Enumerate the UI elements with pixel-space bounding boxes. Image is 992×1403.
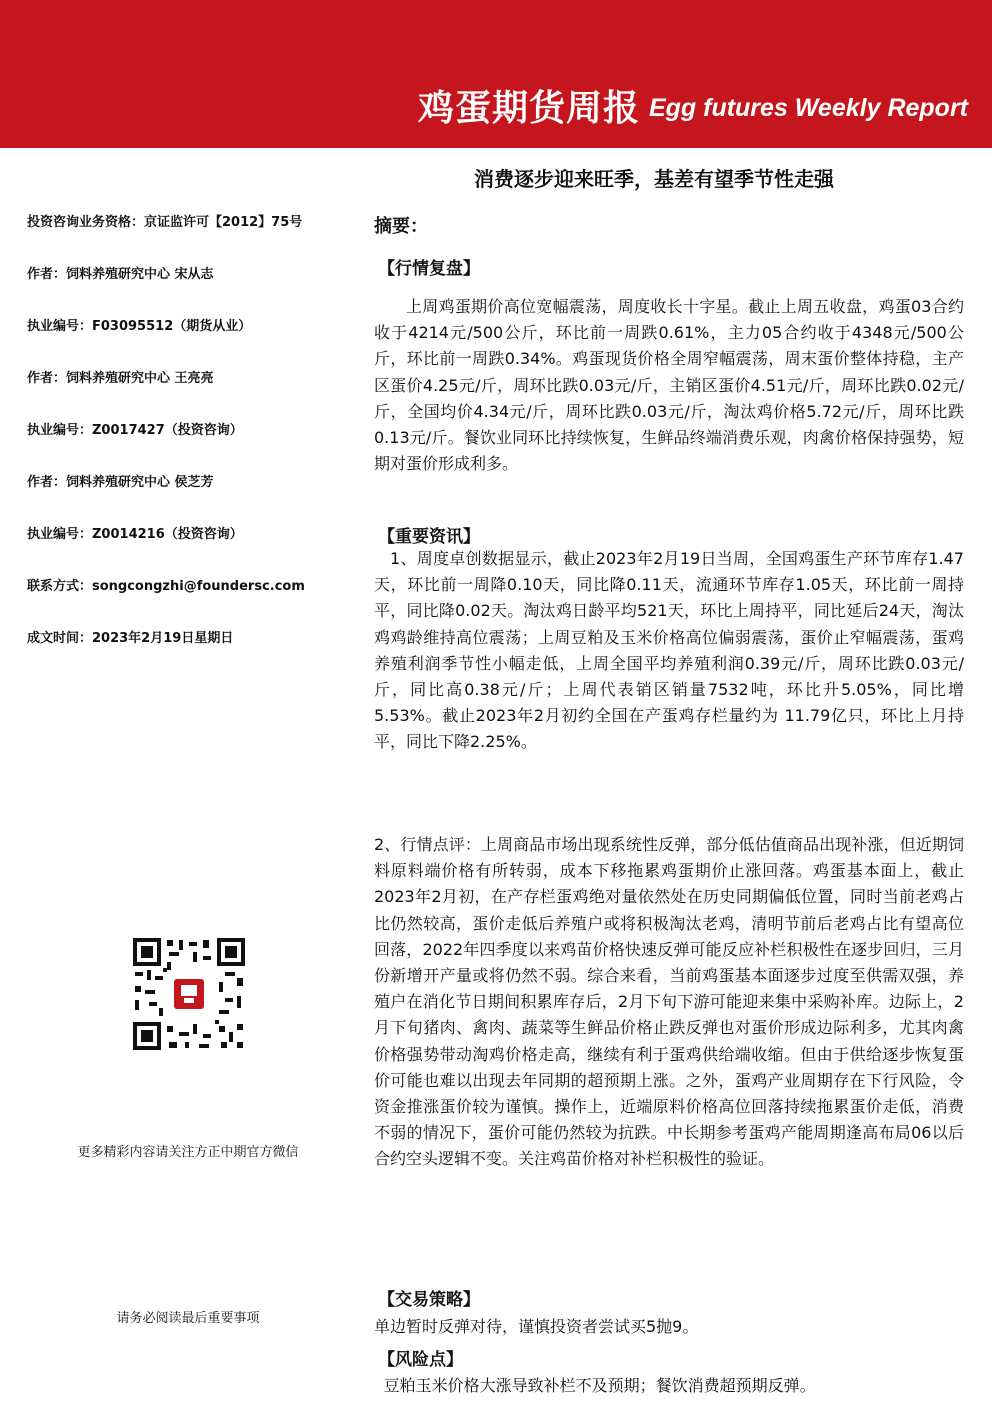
header-banner [0,0,992,148]
report-title-cn: 鸡蛋期货周报 [418,87,641,129]
publish-date: 成文时间：2023年2月19日星期日 [27,631,234,646]
contact-info: 联系方式：songcongzhi@foundersc.com [27,579,305,594]
disclaimer-notice: 请务必阅读最后重要事项 [116,1311,260,1326]
author-2-id: 执业编号：Z0017427（投资咨询） [27,423,243,438]
risk-text: 豆粕玉米价格大涨导致补栏不及预期；餐饮消费超预期反弹。 [383,1376,816,1395]
section-market-review: 【行情复盘】 [378,259,480,279]
report-subtitle: 消费逐步迎来旺季，基差有望季节性走强 [474,167,834,191]
news-item-2: 2、行情点评：上周商品市场出现系统性反弹，部分低估值商品出现补涨，但近期饲料原料端价格有所转弱，成本下移拖累鸡蛋期价止涨回落。鸡蛋基本面上，截止2023年2月初，在产存栏蛋鸡绝对量依然处在历史同期偏低位置，同时当前老鸡占比仍然较高，蛋价走低后养殖户或将积极淘汰老鸡，清明节前后老鸡占比有望高位回落，2022年四季度以来鸡苗价格快速反弹可能反应补栏积极性在逐步回归，三月份新增开产量或将仍然不弱。综合来看，当前鸡蛋基本面逐步过度至供需双强，养殖户在消化节日期间积累库存后，2月下旬下游可能迎来集中采购补库。边际上，2月下旬猪肉、禽肉、蔬菜等生鲜品价格止跌反弹也对蛋价形成边际利多，尤其肉禽价格强势带动淘鸡价格走高，继续有利于蛋鸡供给端收缩。但由于供给逐步恢复蛋价可能也难以出现去年同期的超预期上涨。之外，蛋鸡产业周期存在下行风险，令资金推涨蛋价较为谨慎。操作上，近端原料价格高位回落持续拖累蛋价走低，消费不弱的情况下，蛋价可能仍然较为抗跌。中长期参考蛋鸡产能周期逢高布局06以后合约空头逻辑不变。关注鸡苗价格对补栏积极性的验证。 [374,835,964,1169]
author-2: 作者：饲料养殖研究中心 王亮亮 [27,371,214,386]
wechat-qr-code [133,938,245,1050]
strategy-text: 单边暂时反弹对待，谨慎投资者尝试买5抛9。 [374,1317,699,1336]
section-news: 【重要资讯】 [378,527,480,547]
abstract-label: 摘要： [374,216,428,237]
news-item-1: 1、周度卓创数据显示，截止2023年2月19日当周，全国鸡蛋生产环节库存1.47天，环比前一周降0.10天，同比降0.11天，流通环节库存1.05天，环比前一周持平，同比降0.02天。淘汰鸡日龄平均521天，环比上周持平，同比延后24天，淘汰鸡鸡龄维持高位震荡；上周豆粕及玉米价格高位偏弱震荡，蛋价止窄幅震荡，蛋鸡养殖利润季节性小幅走低，上周全国平均养殖利润0.39元/斤，周环比跌0.03元/斤，同比高0.38元/斤；上周代表销区销量7532吨，环比升5.05%，同比增5.53%。截止2023年2月初约全国在产蛋鸡存栏量约为 11.79亿只，环比上月持平，同比下降2.25%。 [374,549,964,752]
author-3-id: 执业编号：Z0014216（投资咨询） [27,527,243,542]
author-3: 作者：饲料养殖研究中心 侯芝芳 [27,475,214,490]
section-strategy: 【交易策略】 [378,1290,480,1310]
report-title-en: Egg futures Weekly Report [648,94,968,122]
author-1: 作者：饲料养殖研究中心 宋从志 [27,267,214,282]
author-1-id: 执业编号：F03095512（期货从业） [27,319,252,334]
wechat-follow-text: 更多精彩内容请关注方正中期官方微信 [77,1145,299,1160]
market-review-text: 上周鸡蛋期价高位宽幅震荡，周度收长十字星。截止上周五收盘，鸡蛋03合约收于4214元/500公斤，环比前一周跌0.61%，主力05合约收于4348元/500公斤，环比前一周跌0.34%。鸡蛋现货价格全周窄幅震荡，周末蛋价整体持稳，主产区蛋价4.25元/斤，周环比跌0.03元/斤，主销区蛋价4.51元/斤，周环比跌0.02元/斤，全国均价4.34元/斤，周环比跌0.03元/斤，淘汰鸡价格5.72元/斤，周环比跌0.13元/斤。餐饮业同环比持续恢复，生鲜品终端消费乐观，肉禽价格保持强势，短期对蛋价形成利多。 [374,297,964,474]
license-info: 投资咨询业务资格：京证监许可【2012】75号 [27,215,303,230]
section-risk: 【风险点】 [378,1350,463,1370]
